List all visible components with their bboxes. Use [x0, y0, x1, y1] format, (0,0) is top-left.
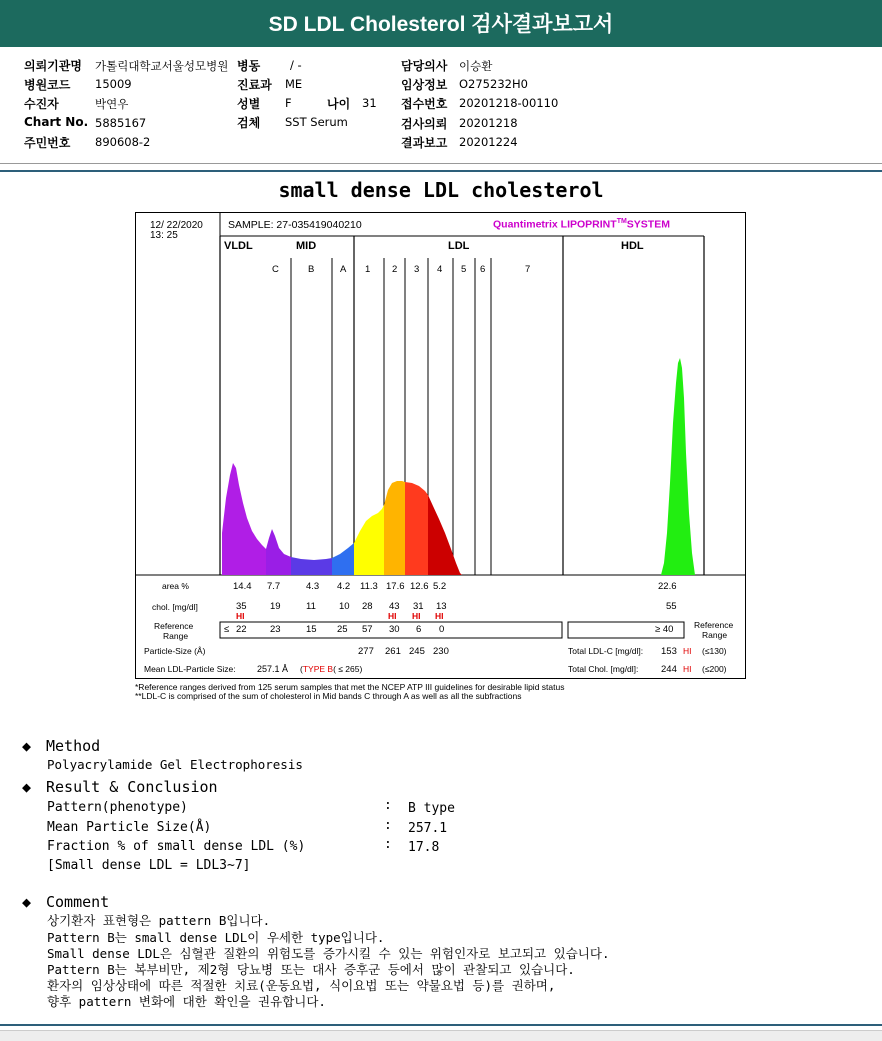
chart-date: 12/ 22/2020 [150, 220, 203, 231]
total-chol-ref: (≤200) [702, 664, 727, 674]
hi-flag: HI [435, 611, 444, 621]
ref-value-hdl: ≥ 40 [655, 624, 674, 635]
band-label-7: 7 [525, 264, 531, 275]
ref-label-left-2: Range [163, 631, 189, 641]
group-label-mid: MID [296, 240, 317, 252]
total-chol-value: 244 [661, 664, 677, 675]
value-institution: 가톨릭대학교서울성모병원 [95, 59, 229, 73]
footer-bar [0, 1030, 882, 1041]
chart-sample: SAMPLE: 27-035419040210 [228, 219, 362, 231]
chol-value: 13 [436, 601, 447, 612]
area-value: 4.2 [337, 581, 351, 592]
comment-line: Pattern B는 복부비만, 제2형 당뇨병 또는 대사 증후군 등에서 많이 관찰되고 있습니다. [47, 962, 575, 977]
label-department: 진료과 [237, 78, 272, 92]
value-department: ME [285, 77, 303, 91]
ref-label-right-1: Reference [694, 620, 734, 630]
label-request-date: 검사의뢰 [401, 117, 448, 131]
section-title: small dense LDL cholesterol [278, 178, 604, 202]
band-label-5: 5 [461, 264, 467, 275]
header-divider [0, 163, 882, 164]
chart-brand: Quantimetrix LIPOPRINT™SYSTEM [493, 218, 670, 231]
mean-size-type: (TYPE B( ≤ 265) [300, 664, 363, 674]
area-value-hdl: 22.6 [658, 581, 677, 592]
ref-value: 0 [439, 624, 445, 635]
comment-line: Small dense LDL은 심혈관 질환의 위험도를 증가시킬 수 있는 위험인자로 보고되고 있습니다. [47, 946, 610, 961]
area-value: 12.6 [410, 581, 429, 592]
value-specimen: SST Serum [285, 115, 348, 129]
result-row-label: Pattern(phenotype) [47, 800, 188, 815]
area-value: 11.3 [360, 581, 378, 592]
result-row-value: 17.8 [408, 840, 440, 855]
chol-value: 19 [270, 601, 281, 612]
comment-line: 향후 pattern 변화에 대한 확인을 권유합니다. [47, 994, 326, 1009]
ref-value: 15 [306, 624, 317, 635]
label-patient: 수진자 [24, 97, 59, 111]
result-heading: ◆ Result & Conclusion [22, 778, 218, 796]
band-label-4: 4 [437, 264, 443, 275]
peak-ldl4 [428, 495, 462, 575]
hi-flag: HI [388, 611, 397, 621]
value-ward: / - [290, 58, 302, 72]
ref-label-left-1: Reference [154, 621, 194, 631]
particle-size-value: 245 [409, 646, 425, 657]
method-heading: ◆ Method [22, 737, 101, 755]
area-value: 14.4 [233, 581, 252, 592]
diamond-icon: ◆ [22, 737, 32, 755]
chol-value: 43 [389, 601, 400, 612]
method-text: Polyacrylamide Gel Electrophoresis [47, 757, 303, 772]
comment-heading: ◆ Comment [22, 893, 110, 911]
mean-size-label: Mean LDL-Particle Size: [144, 664, 236, 674]
result-row-value: 257.1 [408, 821, 448, 836]
value-hospital-code: 15009 [95, 77, 132, 91]
area-value: 4.3 [306, 581, 320, 592]
comment-line: 환자의 임상상태에 따른 적절한 치료(운동요법, 식이요법 또는 약물요법 등)를 권하며, [47, 978, 556, 993]
ref-value: 57 [362, 624, 373, 635]
hi-flag: HI [236, 611, 245, 621]
chol-value: 28 [362, 601, 373, 612]
report-title: SD LDL Cholesterol 검사결과보고서 [0, 0, 882, 47]
group-label-hdl: HDL [621, 240, 644, 252]
band-label-2: 2 [392, 264, 398, 275]
lipoprint-chart [135, 212, 746, 679]
value-clinical-info: O275232H0 [459, 77, 528, 91]
peak-mid-b [291, 557, 332, 575]
mean-size-value: 257.1 Å [257, 664, 289, 674]
ref-label-right-2: Range [702, 630, 728, 640]
label-resident-no: 주민번호 [24, 136, 71, 150]
particle-size-value: 230 [433, 646, 449, 657]
particle-size-value: 261 [385, 646, 401, 657]
label-age: 나이 [327, 97, 351, 111]
value-receipt-no: 20201218-00110 [459, 96, 559, 110]
label-sex: 성별 [237, 97, 261, 111]
chol-value: 10 [339, 601, 350, 612]
band-label-a: A [340, 264, 347, 275]
group-label-vldl: VLDL [224, 240, 253, 252]
ref-value: 23 [270, 624, 281, 635]
peak-ldl1 [354, 505, 384, 575]
label-specimen: 검체 [237, 116, 261, 130]
ref-lte: ≤ [224, 624, 230, 635]
value-report-date: 20201224 [459, 135, 518, 149]
value-patient: 박연우 [95, 97, 129, 111]
area-label: area % [162, 581, 189, 591]
label-hospital-code: 병원코드 [24, 78, 71, 92]
result-row-label: Mean Particle Size(Å) [47, 820, 212, 835]
peak-mid-c [266, 529, 291, 575]
footnote-2: **LDL-C is comprised of the sum of cholesterol in Mid bands C through A as well as all the subfractions [135, 691, 522, 701]
group-label-ldl: LDL [448, 240, 470, 252]
band-label-c: C [272, 264, 279, 275]
label-clinical-info: 임상정보 [401, 78, 448, 92]
total-ldl-ref: (≤130) [702, 646, 727, 656]
result-row-colon: : [384, 798, 392, 813]
chol-label: chol. [mg/dl] [152, 602, 198, 612]
ref-value: 25 [337, 624, 348, 635]
footnote-1: *Reference ranges derived from 125 serum samples that met the NCEP ATP III guidelines for desirable lipid status [135, 682, 565, 692]
result-row-colon: : [384, 837, 392, 852]
band-label-b: B [308, 264, 315, 275]
label-report-date: 결과보고 [401, 136, 448, 150]
result-row-label: Fraction % of small dense LDL (%) [47, 839, 306, 854]
band-label-6: 6 [480, 264, 486, 275]
footer-divider [0, 1024, 882, 1026]
total-chol-hi: HI [683, 664, 692, 674]
label-ward: 병동 [237, 59, 261, 73]
section-divider [0, 170, 882, 172]
label-chart-no: Chart No. [24, 115, 89, 129]
label-institution: 의뢰기관명 [24, 59, 82, 73]
band-label-1: 1 [365, 264, 371, 275]
peak-hdl [661, 358, 695, 575]
chol-value: 11 [306, 601, 316, 612]
area-value: 5.2 [433, 581, 447, 592]
total-ldl-value: 153 [661, 646, 677, 657]
total-ldl-label: Total LDL-C [mg/dl]: [568, 646, 644, 656]
value-age: 31 [362, 96, 377, 110]
area-value: 17.6 [386, 581, 405, 592]
peak-ldl2 [384, 481, 405, 575]
ref-value: 6 [416, 624, 422, 635]
diamond-icon: ◆ [22, 778, 32, 796]
value-resident-no: 890608-2 [95, 135, 151, 149]
value-physician: 이승환 [459, 59, 493, 73]
chart-time: 13: 25 [150, 230, 178, 241]
particle-size-value: 277 [358, 646, 374, 657]
total-ldl-hi: HI [683, 646, 692, 656]
comment-line: 상기환자 표현형은 pattern B입니다. [47, 913, 271, 928]
hi-flag: HI [412, 611, 421, 621]
peak-ldl3 [405, 482, 428, 575]
chol-value-hdl: 55 [666, 601, 677, 612]
label-physician: 담당의사 [401, 59, 448, 73]
result-row-colon: : [384, 818, 392, 833]
peak-vldl [222, 463, 266, 575]
diamond-icon: ◆ [22, 893, 32, 911]
chol-value: 35 [236, 601, 247, 612]
ref-value: 22 [236, 624, 247, 635]
patient-header [0, 47, 882, 163]
peak-mid-a [332, 543, 354, 575]
result-note: [Small dense LDL = LDL3~7] [47, 858, 251, 873]
particle-size-label: Particle-Size (Å) [144, 646, 206, 656]
result-row-value: B type [408, 801, 455, 816]
value-chart-no: 5885167 [95, 116, 147, 130]
label-receipt-no: 접수번호 [401, 97, 448, 111]
ref-value: 30 [389, 624, 400, 635]
area-value: 7.7 [267, 581, 281, 592]
chol-value: 31 [413, 601, 424, 612]
band-label-3: 3 [414, 264, 420, 275]
value-request-date: 20201218 [459, 116, 518, 130]
comment-line: Pattern B는 small dense LDL이 우세한 type입니다. [47, 930, 385, 945]
total-chol-label: Total Chol. [mg/dl]: [568, 664, 639, 674]
value-sex: F [285, 96, 292, 110]
